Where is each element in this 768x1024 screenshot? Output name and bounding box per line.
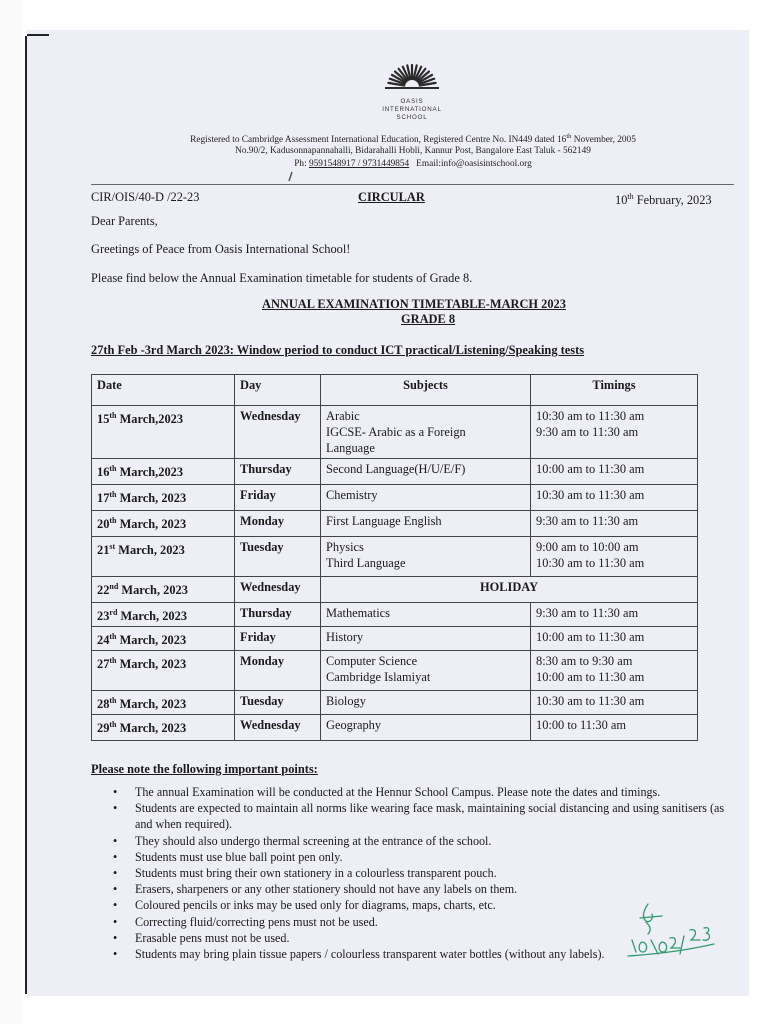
exam-timings [531,459,698,485]
exam-day: Monday [235,511,321,537]
exam-timings [531,511,698,537]
timing-line: 9:30 am to 11:30 am [536,606,639,620]
circular-date: 10th February, 2023 [615,192,712,208]
timetable-heading: ANNUAL EXAMINATION TIMETABLE-MARCH 2023 [262,297,566,311]
exam-day: Wednesday [235,715,321,741]
subject-line: Second Language(H/U/E/F) [326,462,466,476]
list-item: • Students must use blue ball point pen only. [91,849,731,865]
subject-line: Geography [326,718,382,733]
list-item: • Students may bring plain tissue papers / colourless transparent water bottles (without any labels). [91,946,731,962]
scan-corner-mark [27,34,49,36]
table-row [92,651,698,691]
exam-subjects [321,715,531,741]
timing-line: 10:30 am to 11:30 am [536,556,645,570]
exam-day: Friday [235,485,321,511]
table-row [92,627,698,651]
phone-link[interactable]: 9591548917 / 9731449854 [308,159,410,169]
holiday-cell: HOLIDAY [321,577,698,603]
exam-date: 24th March, 2023 [92,627,235,651]
exam-day: Monday [235,651,321,691]
notes-heading: Please note the following important points: [91,762,318,776]
exam-date: 27th March, 2023 [92,651,235,691]
greeting: Greetings of Peace from Oasis International School! [91,242,351,256]
timing-line: 10:00 am to 11:30 am [536,670,645,685]
table-header-row [92,375,698,406]
salutation: Dear Parents, [91,214,158,228]
subject-line: Computer Science [326,654,418,669]
exam-day: Thursday [235,603,321,627]
contact-line: Ph: 9591548917 / 9731449854 Email:info@oasisintschool.org [294,159,532,169]
col-header-subjects: Subjects [321,375,531,406]
exam-date: 28th March, 2023 [92,691,235,715]
timing-line: 8:30 am to 9:30 am [536,654,633,669]
header-divider [91,184,734,185]
exam-subjects [321,651,531,691]
exam-subjects [321,627,531,651]
subject-line: Cambridge Islamiyat [326,670,431,685]
exam-timings [531,406,698,459]
school-logo-icon [381,62,443,90]
email-text: Email:info@oasisintschool.org [416,159,532,169]
list-item: • Correcting fluid/correcting pens must not be used. [91,914,731,930]
intro-text: Please find below the Annual Examination timetable for students of Grade 8. [91,271,473,285]
exam-day: Tuesday [235,691,321,715]
col-header-date: Date [92,375,235,406]
subject-line: IGCSE- Arabic as a Foreign [326,425,466,439]
window-period-note: 27th Feb -3rd March 2023: Window period to conduct ICT practical/Listening/Speaking tests [91,343,585,357]
table-row [92,459,698,485]
list-item: • Students must bring their own stationery in a colourless transparent pouch. [91,865,731,881]
exam-timings [531,691,698,715]
subject-line: Chemistry [326,488,378,502]
exam-subjects [321,537,531,577]
grade-heading: GRADE 8 [401,312,456,326]
school-name-line: OASIS [400,98,424,105]
exam-day: Thursday [235,459,321,485]
subject-line: First Language English [326,514,442,528]
pen-mark-icon [286,171,296,183]
table-row [92,603,698,627]
table-row [92,406,698,459]
circular-reference: CIR/OIS/40-D /22-23 [91,190,200,204]
exam-timings [531,485,698,511]
scan-left-margin [0,0,22,1024]
exam-timings [531,627,698,651]
table-row [92,715,698,741]
scan-edge-line [25,36,27,994]
timing-line: 10:00 to 11:30 am [536,718,627,733]
timing-line: 10:30 am to 11:30 am [536,488,645,502]
exam-date: 23rd March, 2023 [92,603,235,627]
subject-line: Language [326,441,375,455]
exam-timings [531,651,698,691]
school-name-line: SCHOOL [396,114,428,121]
exam-date: 15th March,2023 [92,406,235,459]
exam-day: Friday [235,627,321,651]
exam-date: 21st March, 2023 [92,537,235,577]
table-row [92,577,698,603]
subject-line: Biology [326,694,366,709]
subject-line: Mathematics [326,606,390,620]
exam-subjects [321,406,531,459]
exam-date: 20th March, 2023 [92,511,235,537]
col-header-timings: Timings [531,375,698,406]
subject-line: Arabic [326,409,360,423]
timing-line: 10:30 am to 11:30 am [536,694,645,709]
registration-line: Registered to Cambridge Assessment International Education, Registered Centre No. IN449 dated 16th November, 2005 [190,133,636,146]
exam-subjects [321,603,531,627]
exam-timings [531,537,698,577]
timing-line: 9:30 am to 11:30 am [536,514,639,528]
circular-title: CIRCULAR [358,190,425,204]
timing-line: 9:00 am to 10:00 am [536,540,639,554]
exam-timings [531,715,698,741]
exam-subjects [321,691,531,715]
exam-subjects [321,485,531,511]
subject-line: Third Language [326,556,406,570]
timing-line: 10:30 am to 11:30 am [536,409,645,423]
exam-date: 22nd March, 2023 [92,577,235,603]
exam-subjects [321,459,531,485]
school-name [362,98,462,122]
list-item: • They should also undergo thermal screening at the entrance of the school. [91,833,731,849]
table-row [92,691,698,715]
list-item: • Coloured pencils or inks may be used only for diagrams, maps, charts, etc. [91,897,731,913]
exam-date: 29th March, 2023 [92,715,235,741]
exam-day: Wednesday [235,406,321,459]
timing-line: 9:30 am to 11:30 am [536,425,639,439]
exam-date: 17th March, 2023 [92,485,235,511]
signature-icon [618,900,718,960]
exam-day: Wednesday [235,577,321,603]
exam-subjects [321,511,531,537]
col-header-day: Day [235,375,321,406]
subject-line: History [326,630,364,645]
list-item: • Students are expected to maintain all norms like wearing face mask, maintaining social distancing and using sanitisers (as and when required). [91,800,731,832]
list-item: • Erasable pens must not be used. [91,930,731,946]
subject-line: Physics [326,540,364,554]
list-item: • Erasers, sharpeners or any other stationery should not have any labels on them. [91,881,731,897]
table-row [92,537,698,577]
exam-date: 16th March,2023 [92,459,235,485]
timing-line: 10:00 am to 11:30 am [536,630,645,645]
list-item: • The annual Examination will be conducted at the Hennur School Campus. Please note the dates and timings. [91,784,731,800]
exam-timetable [91,374,698,741]
table-row [92,511,698,537]
exam-day: Tuesday [235,537,321,577]
school-name-line: INTERNATIONAL [382,106,442,113]
timing-line: 10:00 am to 11:30 am [536,462,645,476]
address-line: No.90/2, Kadusonnapannahalli, Bidarahalli Hobli, Kannur Post, Bangalore East Taluk - 562149 [235,146,591,156]
table-row [92,485,698,511]
exam-timings [531,603,698,627]
